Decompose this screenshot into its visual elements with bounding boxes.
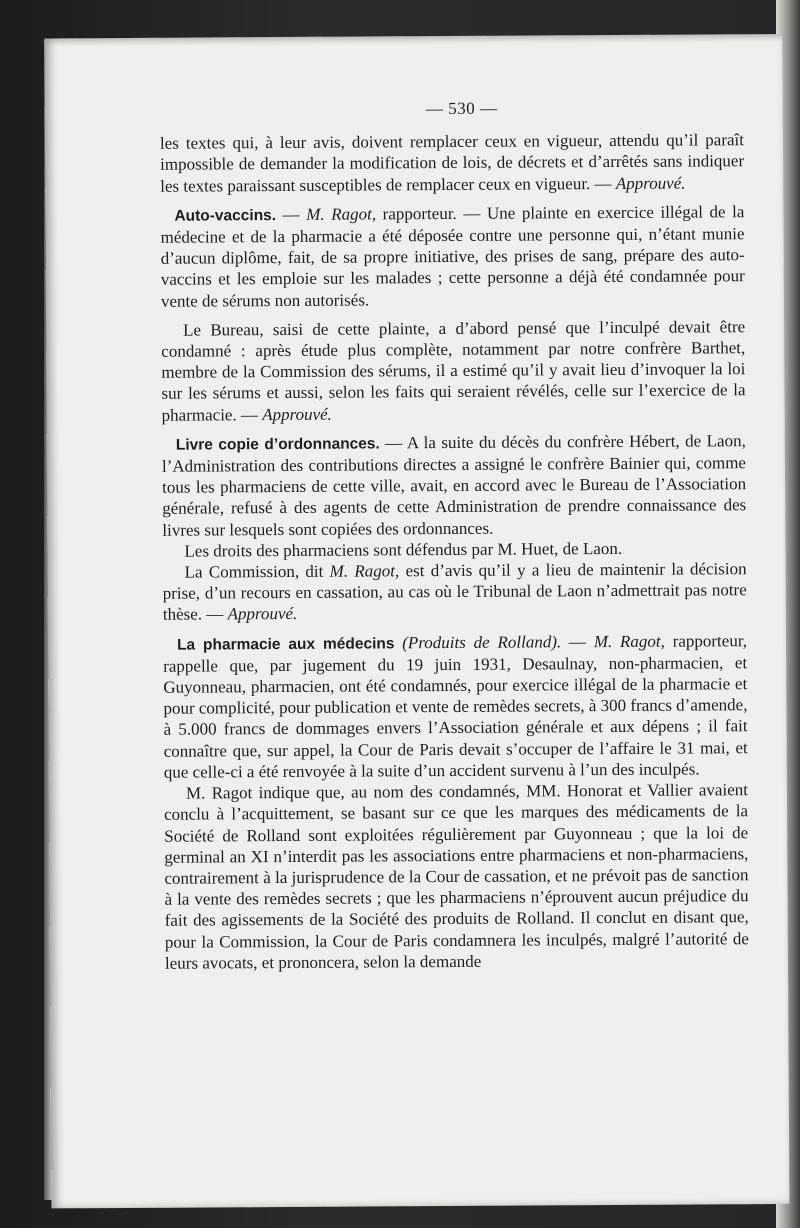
- document-page: [44, 34, 789, 1208]
- paragraph-ragot-indique: [164, 779, 749, 973]
- paragraph-text: les textes qui, à leur avis, doivent remplacer ceux en vigueur, attendu qu’il paraît impossible de demander la modification de lois, de décrets et d’arrêtés sans indiquer les textes paraissant susceptibles de remplacer ceux en vigueur. —: [159, 130, 745, 196]
- page-text-block: [160, 96, 749, 973]
- heading-parenthetical: (Produits de Rolland).: [394, 631, 562, 652]
- paragraph-bureau: [161, 316, 746, 426]
- paragraph-text: est d’avis qu’il y a lieu de maintenir la décision prise, d’un recours en cassation, au cas où le Tribunal de Laon n’admettrait pas notre thèse. —: [162, 559, 747, 625]
- paragraph-continuation: [160, 129, 744, 196]
- paragraph-text: rapporteur. — Une plainte en exercice illégal de la médecine et de la pharmacie a été déposée contre une personne qui, n’étant munie d’aucun diplôme, fait, de sa propre initiative, des prises de sang, prépare des auto-vaccins et les emploie sur les malades ; cette personne a déjà été condamnée pour vente de sérums non autorisés.: [160, 201, 745, 311]
- rapporteur-name: M. Ragot,: [593, 631, 665, 651]
- section-heading-livre-copie: Livre copie d’ordonnances.: [175, 435, 380, 454]
- paragraph-text-start: La Commission, dit: [184, 561, 330, 582]
- paragraph-text: rapporteur, rappelle que, par jugement du 19 juin 1931, Desaulnay, non-pharmacien, et Guyonneau, pharmacien, ont été condamnés, pour exercice illégal de la pharmacie et pour complicité, pour publication et vente de remèdes secrets, à 300 francs d’amende, à 5.000 francs de dommages envers l’Association générale et aux dépens ; il fait connaître que, sur appel, la Cour de Paris devait s’occuper de l’affaire le 31 mai, et que celle-ci a été renvoyée à la suite d’un accident survenu à l’un des inculpés.: [163, 630, 748, 782]
- approved-label: Approuvé.: [227, 604, 298, 624]
- section-heading-auto-vaccins: Auto-vaccins.: [174, 206, 277, 225]
- approved-label: Approuvé.: [615, 173, 686, 193]
- paragraph-auto-vaccins: [160, 201, 745, 312]
- paragraph-commission: [163, 558, 747, 625]
- paragraph-text: Le Bureau, saisi de cette plainte, a d’abord pensé que l’inculpé devait être condamné : après étude plus complète, notamment par notre confrère Barthet, membre de la Commission des sérums, il a estimé qu’il y avait lieu d’invoquer la loi sur les sérums et aussi, selon les faits qui seraient révélés, celle sur l’exercice de la pharmacie. —: [161, 317, 746, 425]
- rapporteur-name: M. Ragot,: [329, 561, 400, 581]
- paragraph-livre-copie: [162, 430, 747, 541]
- section-heading-pharmacie-medecins: La pharmacie aux médecins: [176, 634, 395, 654]
- page-number: — 530 —: [425, 98, 498, 119]
- paragraph-text: M. Ragot indique que, au nom des condamnés, MM. Honorat et Vallier avaient conclu à l’acquittement, se basant sur ce que les marques des médicaments de la Société de Rolland sont exploitées régulièrement par Guyonneau ; que la loi de germinal an XI n’interdit pas les associations entre pharmaciens et non-pharmaciens, contrairement à la jurisprudence de la Cour de cassation, et ne prévoit pas de sanction à la vente des remèdes secrets ; que les pharmaciens n’éprouvent aucun préjudice du fait des agissements de la Société des produits de Rolland. Il conclut en disant que, pour la Commission, la Cour de Paris condamnera les inculpés, malgré l’autorité de leurs avocats, et prononcera, selon la demande: [164, 780, 749, 973]
- paragraph-pharmacie-medecins: [163, 630, 748, 783]
- rapporteur-name: M. Ragot,: [306, 204, 377, 224]
- approved-label: Approuvé.: [262, 404, 332, 424]
- dash-separator: —: [561, 631, 594, 651]
- paragraph-text: — A la suite du décès du confrère Hébert, de Laon, l’Administration des contributions directes a assigné le confrère Bainier qui, comme tous les pharmaciens de cette ville, avait, en accord avec le Bureau de l’Association générale, refusé à des agents de cette Administration de prendre connaissance des livres sur lesquels sont copiées des ordonnances.: [161, 431, 747, 540]
- dash-separator: —: [276, 204, 307, 224]
- paragraph-text: Les droits des pharmaciens sont défendus par M. Huet, de Laon.: [184, 538, 623, 561]
